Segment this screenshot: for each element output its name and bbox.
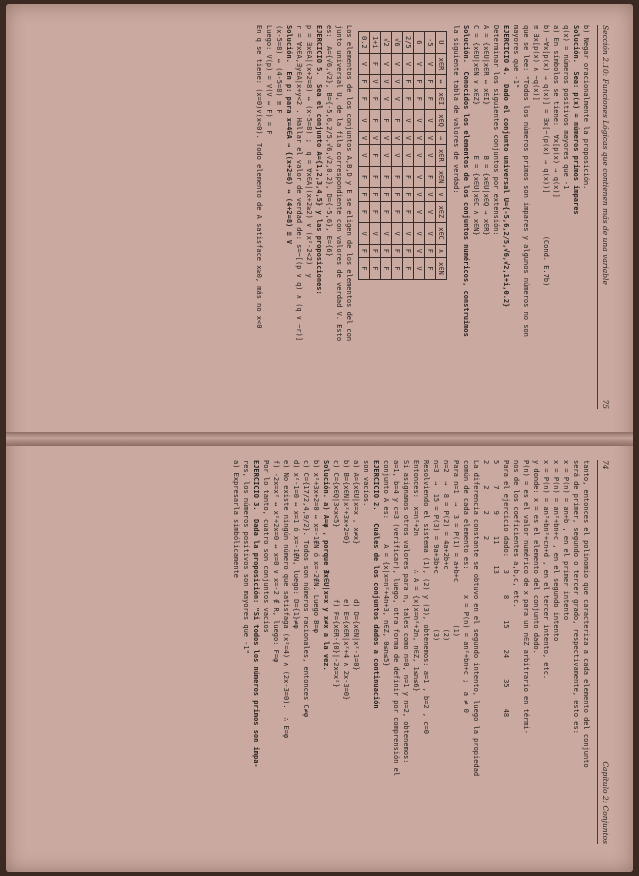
- truth-table-cell: F: [425, 258, 436, 280]
- text-line: (x-5=8) ↔ (4-5=8) ≡ F: [275, 25, 283, 114]
- text-line: Solución. Sea: p(x) = números primos impares: [572, 25, 580, 215]
- text-line: r = ∀x∈A,∃y∈A|x+y<2 . Hallar el valor de verdad de: s=~[(p ∨ q) ∧ (q ∨ ~r)]: [295, 25, 303, 342]
- truth-table-cell: V: [381, 223, 392, 245]
- truth-table-cell: V: [414, 131, 425, 144]
- truth-table-cell: V: [425, 110, 436, 132]
- truth-table-cell: F: [403, 201, 414, 223]
- truth-table-cell: F: [370, 110, 381, 132]
- text-line: Solución. a) A=φ , porque ∄x∈U|x=x y x≠x a la vez.: [322, 460, 330, 671]
- truth-table-cell: V: [414, 166, 425, 188]
- text-line: b) Negar oracionalmente la proposición.: [582, 25, 590, 190]
- truth-table-cell: V: [370, 223, 381, 245]
- truth-table-cell: F: [370, 188, 381, 201]
- page-text-continued: [254, 25, 354, 409]
- truth-table-cell: V: [392, 75, 403, 88]
- text-line: p = ∃x∈A|(x+2=8) ↔ (x-5=8) ; q = ∀x∈A|(x+2≥2) ∨ (x²-2<2) y: [305, 25, 313, 278]
- text-line: son vacíos.: [362, 460, 370, 507]
- truth-table-cell: F: [425, 244, 436, 257]
- text-line: tanto, entonces el polinomio que caracteriza a cada elemento del conjunto: [582, 460, 590, 768]
- truth-table-cell: F: [381, 201, 392, 223]
- truth-table-cell: F: [403, 88, 414, 110]
- truth-table-header-cell: →: [436, 131, 447, 144]
- truth-table-cell: V: [370, 75, 381, 88]
- truth-table-header-cell: x∈N: [436, 166, 447, 188]
- truth-table-cell: V: [359, 53, 370, 75]
- truth-table-header-cell: ↔: [436, 75, 447, 88]
- text-line: será de primer, segundo o tercer grado, respectivamente, esto es:: [572, 460, 580, 734]
- text-line: Entonces: x=n²+2n ∴ A = {x|x=n²+2n, n∈Z, 1≤n≤6}: [412, 460, 420, 692]
- truth-table-cell: F: [381, 188, 392, 201]
- truth-table-cell: V: [359, 110, 370, 132]
- truth-table-cell: F: [359, 166, 370, 188]
- text-line: x = P(n) = an+b , en el primer intento: [562, 460, 570, 621]
- truth-table-cell: V: [425, 131, 436, 144]
- truth-table-cell: F: [359, 258, 370, 280]
- truth-table-cell: V: [414, 53, 425, 75]
- text-line: EJERCICIO 5. Sea el conjunto A={1,2,3,4,5} y las proposiciones:: [315, 25, 323, 295]
- truth-table-cell: F: [403, 258, 414, 280]
- truth-table-row: [359, 32, 370, 280]
- truth-table-cell: F: [392, 110, 403, 132]
- truth-table-cell: V: [414, 258, 425, 280]
- header-chapter-title: Capítulo 2: Conjuntos: [601, 761, 610, 844]
- truth-table-header-cell: x∈C: [436, 223, 447, 245]
- truth-table-cell: F: [403, 244, 414, 257]
- text-line: Solución. En p: para x=4∈A → {(x+2=6) ↔ (4+2=8) ≡ V: [285, 25, 293, 245]
- text-line: Solución. Conocidos los elementos de los conjuntos numéricos, construimos: [462, 25, 470, 337]
- text-line: que se lee: "Todos los números primos son impares y algunos números no son: [522, 25, 530, 337]
- text-line: q(x) = números positivos mayores que -1: [562, 25, 570, 190]
- running-header: [597, 460, 610, 844]
- truth-table-cell: √6: [392, 32, 403, 54]
- truth-table-cell: F: [359, 201, 370, 223]
- truth-table-row: [392, 32, 403, 280]
- truth-table-cell: V: [403, 53, 414, 75]
- text-line: Para el ejercicio dado: 3 8 15 24 35 48: [502, 460, 510, 718]
- truth-table-cell: F: [425, 75, 436, 88]
- text-line: x = P(n) = an²+bn+c , en el segundo intento: [552, 460, 560, 642]
- truth-table-header-cell: x∈I: [436, 88, 447, 110]
- text-line: C = {x∈U|x∈N ∨ x∈Z} E = {x∈U|x∈C ∧ x∈N}: [472, 25, 480, 236]
- text-line: res, los números positivos son mayores que -1": [242, 460, 250, 654]
- truth-table-cell: V: [425, 223, 436, 245]
- truth-table-cell: V: [392, 88, 403, 110]
- truth-table-cell: V: [425, 53, 436, 75]
- truth-table-cell: F: [392, 258, 403, 280]
- truth-table-cell: V: [359, 223, 370, 245]
- truth-table-cell: V: [414, 145, 425, 167]
- text-line: n=3 → 15 = P(3) = 9a+3b+c (3): [432, 460, 440, 642]
- truth-table-cell: F: [381, 258, 392, 280]
- text-line: Resolviendo el sistema (1), (2) y (3), obtenemos: a=1 , b=2 , c=0: [422, 460, 430, 734]
- text-line: b) x²+3x+2=0 ↔ x=-1∉N ó x=-2∉N. Luego B=φ: [312, 460, 320, 633]
- truth-table-cell: -5: [425, 32, 436, 54]
- truth-table-cell: V: [359, 145, 370, 167]
- text-line: EJERCICIO 3. Dada la proposición: "Si todos los números primos son impa-: [252, 460, 260, 768]
- truth-table-header-cell: x∈R: [436, 53, 447, 75]
- truth-table-cell: F: [403, 188, 414, 201]
- page-text: [451, 25, 591, 409]
- truth-table-cell: F: [403, 75, 414, 88]
- truth-table-cell: F: [381, 110, 392, 132]
- truth-table-cell: F: [370, 201, 381, 223]
- text-line: Luego: V(p) = V(V ↔ F) = F: [265, 25, 273, 135]
- running-header: [597, 25, 610, 409]
- truth-table-cell: F: [370, 258, 381, 280]
- truth-table-header-cell: ∨: [436, 188, 447, 201]
- text-line: e) No existe ningún número que satisfaga (x²=4) ∧ (2x-3=0). ∴ E=φ: [282, 460, 290, 739]
- truth-table-cell: V: [403, 131, 414, 144]
- truth-table-cell: V: [414, 223, 425, 245]
- truth-table-row: [414, 32, 425, 280]
- truth-table-cell: V: [359, 131, 370, 144]
- text-line: b) ~∀x[p(x) → q(x)] = ∃x[~(p(x) → q(x))] (Cond. E.7b): [542, 25, 550, 287]
- truth-table-cell: F: [414, 88, 425, 110]
- truth-table: [358, 31, 447, 280]
- truth-table-header-cell: x∈Q: [436, 110, 447, 132]
- truth-table-cell: F: [359, 244, 370, 257]
- truth-table-cell: F: [370, 166, 381, 188]
- truth-table-cell: F: [381, 244, 392, 257]
- truth-table-cell: V: [381, 88, 392, 110]
- text-line: Los elementos de los conjuntos A,B,D y E se eligen de los elementos del con: [345, 25, 353, 342]
- truth-table-cell: √2: [381, 32, 392, 54]
- truth-table-header-cell: ∧: [436, 244, 447, 257]
- page-74: [20, 442, 620, 862]
- truth-table-cell: V: [414, 201, 425, 223]
- truth-table-cell: 2/5: [403, 32, 414, 54]
- text-line: A = {x∈U|x∈R ↔ x∈I} B = {x∈U|x∈Q → x∈R}: [482, 25, 490, 236]
- page-number: 75: [601, 399, 610, 409]
- text-line: común de cada elemento es: x = P(n) = an²+bn+c ; a ≠ 0: [462, 460, 470, 713]
- truth-table-cell: F: [370, 244, 381, 257]
- truth-table-cell: F: [425, 166, 436, 188]
- text-line: La diferencia constante se obtuvo en el segundo intento, luego la propiedad: [472, 460, 480, 777]
- text-line: P(n) = es el valor numérico de x para un n∈Z arbitrario en térmi-: [522, 460, 530, 734]
- truth-table-cell: V: [381, 131, 392, 144]
- text-line: junto universal U, de la fila correspondiente con valores de verdad V. Esto: [335, 25, 343, 342]
- truth-table-header-cell: U: [436, 32, 447, 54]
- text-line: Determinar los siguientes conjuntos por extensión:: [492, 25, 500, 236]
- page-text: [231, 460, 591, 844]
- truth-table-cell: V: [414, 244, 425, 257]
- text-line: Si asignamos otros valores para n, tales como n=0, n=1 y n=2, obtenemos:: [402, 460, 410, 764]
- truth-table-cell: F: [392, 166, 403, 188]
- truth-table-cell: V: [403, 145, 414, 167]
- truth-table-cell: V: [425, 201, 436, 223]
- truth-table-cell: F: [370, 145, 381, 167]
- truth-table-cell: F: [425, 88, 436, 110]
- text-line: x = P(n) = an³+bn²+cn+d , en el tercer intento, etc.: [542, 460, 550, 680]
- truth-table-cell: F: [414, 75, 425, 88]
- truth-table-header-cell: x∈R: [436, 145, 447, 167]
- truth-table-cell: V: [381, 145, 392, 167]
- text-line: es: A={√6,√2}, B={-5,6,2/5,√6,√2,0.2}, D={-5,6}, E={6}: [325, 25, 333, 257]
- truth-table-cell: F: [392, 244, 403, 257]
- truth-table-cell: V: [414, 188, 425, 201]
- header-section-title: Sección 2.10: Funciones Lógicas que contienen más de una variable: [601, 25, 610, 285]
- truth-table-cell: V: [403, 223, 414, 245]
- truth-table-cell: V: [381, 75, 392, 88]
- page-75: [20, 7, 620, 427]
- truth-table-cell: V: [425, 145, 436, 167]
- text-line: Por lo tanto, cuatro son conjuntos vacíos: [262, 460, 270, 633]
- truth-table-cell: F: [403, 166, 414, 188]
- truth-table-header-cell: x∈N: [436, 258, 447, 280]
- truth-table-cell: V: [381, 53, 392, 75]
- truth-table-cell: 6: [414, 32, 425, 54]
- text-line: ≡ ∃x[p(x) ∧ ~q(x)]: [532, 25, 540, 101]
- truth-table-cell: V: [392, 223, 403, 245]
- text-line: c) C={x∈Q|3<x<5} f) F={x∈R-{0}|-2x=x²}: [332, 460, 340, 688]
- truth-table-cell: F: [359, 88, 370, 110]
- truth-table-cell: F: [359, 75, 370, 88]
- truth-table-cell: F: [392, 188, 403, 201]
- truth-table-cell: F: [392, 201, 403, 223]
- text-line: a) En símbolos se tiene: ∀x[p(x) → q(x)]: [552, 25, 560, 198]
- text-line: y donde: x = es el elemento del conjunto dado.: [532, 460, 540, 654]
- text-line: nos de los coeficientes a,b,c, etc.: [512, 460, 520, 608]
- text-line: Para n=1 → 3 = P(1) = a+b+c (1): [452, 460, 460, 638]
- truth-table-cell: 1+i: [370, 32, 381, 54]
- text-line: conjunto A es: A = {x|x=n²+4n+3, n∈Z, 0≤n≤5}: [382, 460, 390, 667]
- truth-table-cell: V: [392, 145, 403, 167]
- text-line: EJERCICIO 4. Dado el conjunto universal U={-5,6,2/5,√6,√2,1+i,0.2}: [502, 25, 510, 308]
- truth-table-row: [370, 32, 381, 280]
- text-line: a) A={x∈U|x=x , x≠x} d) D={x∈N|x²-1=0}: [352, 460, 360, 671]
- truth-table-cell: F: [381, 166, 392, 188]
- truth-table-cell: F: [370, 88, 381, 110]
- text-line: a=1, b=4 y c=3 (verificar), luego, otra forma de definir por comprensión el: [392, 460, 400, 777]
- truth-table-cell: V: [392, 53, 403, 75]
- text-line: la siguiente tabla de valores de verdad:: [452, 25, 460, 194]
- truth-table-row: [403, 32, 414, 280]
- truth-table-cell: F: [359, 188, 370, 201]
- text-line: a) Expresarla simbólicamente: [232, 460, 240, 579]
- text-line: b) B={x∈N|x²+3x+2=0} e) E={x∈R|x²+4 ∧ 2x-3=0}: [342, 460, 350, 701]
- truth-table-cell: V: [370, 131, 381, 144]
- text-line: f) -2x=x² ↔ x²+2x=0 ↔ x=0 ∨ x=-2 ∉ R, luego: F=φ: [272, 460, 280, 663]
- text-line: c) C={17/2,4,9/2}. Todos son números racionales, entonces C≠φ: [302, 460, 310, 718]
- text-line: En q se tiene: (x=0)∨(x<0). Todo elemento de A satisface x≥0, más no x<0: [255, 25, 263, 329]
- text-line: d) x²-1=0 ↔ x=1 ó x=-1∉N, luego: D={1}≠φ: [292, 460, 300, 629]
- text-line: mayores que -1": [512, 25, 520, 89]
- truth-table-row: [425, 32, 436, 280]
- text-line: 5 7 9 11 13: [492, 460, 500, 574]
- text-line: n=2 → 8 = P(2) = 4a+2b+c (2): [442, 460, 450, 642]
- truth-table-cell: F: [370, 53, 381, 75]
- truth-table-header: [436, 32, 447, 280]
- truth-table-cell: V: [425, 188, 436, 201]
- truth-table-header-cell: x∈Z: [436, 201, 447, 223]
- text-line: 2 2 2 2: [482, 460, 490, 541]
- truth-table-cell: V: [403, 110, 414, 132]
- truth-table-row: [381, 32, 392, 280]
- truth-table-cell: V: [392, 131, 403, 144]
- page-number: 74: [601, 460, 610, 470]
- truth-table-cell: V: [414, 110, 425, 132]
- truth-table-cell: 0.2: [359, 32, 370, 54]
- text-line: EJERCICIO 2. Cuáles de los conjuntos dados a continuación: [372, 460, 380, 709]
